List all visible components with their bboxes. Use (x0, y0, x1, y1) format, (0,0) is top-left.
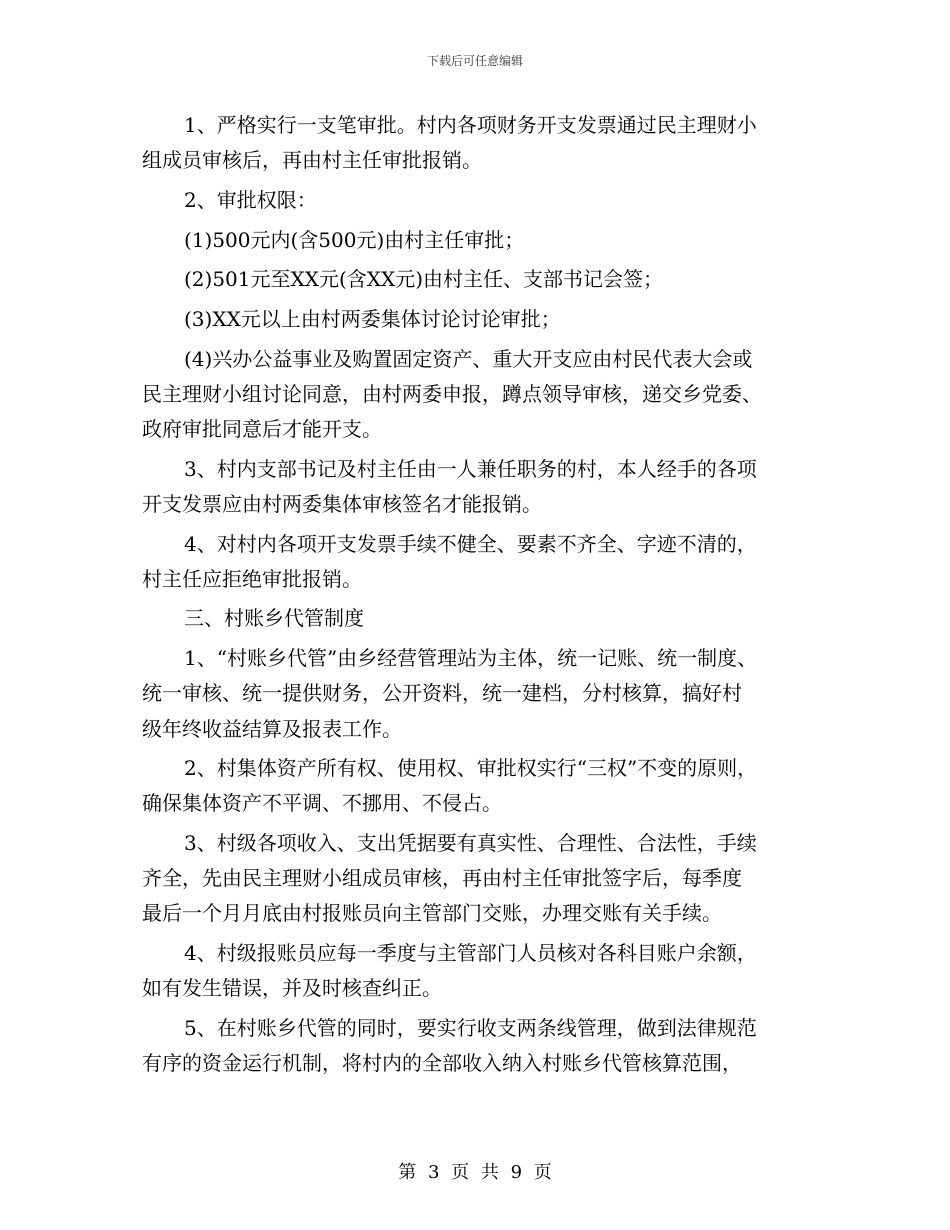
paragraph-line: 政府审批同意后才能开支。 (142, 417, 382, 441)
paragraph-line: 3、村级各项收入、支出凭据要有真实性、合理性、合法性，手续 (184, 831, 757, 856)
paragraph-line: 5、在村账乡代管的同时，要实行收支两条线管理，做到法律规范 (184, 1016, 757, 1040)
paragraph-line: 如有发生错误，并及时核查纠正。 (142, 976, 442, 1001)
paragraph-line: 最后一个月月底由村报账员向主管部门交账，办理交账有关手续。 (142, 901, 722, 926)
paragraph-line: 组成员审核后，再由村主任审批报销。 (142, 148, 482, 173)
paragraph-line: 开支发票应由村两委集体审核签名才能报销。 (142, 491, 542, 516)
page-header: 下载后可任意编辑 (426, 54, 523, 68)
paragraph-line: 3、村内支部书记及村主任由一人兼任职务的村，本人经手的各项 (184, 456, 757, 481)
paragraph-line: 2、审批权限： (184, 187, 317, 212)
paragraph-line: 2、村集体资产所有权、使用权、审批权实行“三权”不变的原则， (184, 756, 758, 781)
paragraph-line: 级年终收益结算及报表工作。 (142, 716, 402, 741)
page-footer: 第 3 页 共 9 页 (398, 1162, 552, 1183)
paragraph-line: 有序的资金运行机制，将村内的全部收入纳入村账乡代管核算范围， (142, 1051, 742, 1076)
paragraph-line: (3)XX元以上由村两委集体讨论讨论审批； (184, 306, 561, 331)
paragraph-line: 1、“村账乡代管”由乡经营管理站为主体，统一记账、统一制度、 (184, 646, 758, 671)
paragraph-line: 1、严格实行一支笔审批。村内各项财务开支发票通过民主理财小 (184, 113, 757, 137)
paragraph-line: 村主任应拒绝审批报销。 (142, 566, 362, 591)
paragraph-line: 齐全，先由民主理财小组成员审核，再由村主任审批签字后，每季度 (142, 866, 742, 891)
paragraph-line: (2)501元至XX元(含XX元)由村主任、支部书记会签； (184, 267, 664, 292)
paragraph-line: 4、村级报账员应每一季度与主管部门人员核对各科目账户余额， (184, 941, 757, 966)
document-body (142, 108, 822, 1081)
paragraph-line: 4、对村内各项开支发票手续不健全、要素不齐全、字迹不清的， (184, 531, 757, 556)
paragraph-line: 确保集体资产不平调、不挪用、不侵占。 (142, 791, 502, 816)
paragraph-line: 民主理财小组讨论同意，由村两委申报，蹲点领导审核，递交乡党委、 (142, 381, 762, 406)
paragraph-line: (4)兴办公益事业及购置固定资产、重大开支应由村民代表大会或 (184, 346, 753, 371)
paragraph-line: (1)500元内(含500元)由村主任审批； (184, 227, 525, 252)
section-heading: 三、村账乡代管制度 (184, 606, 364, 631)
paragraph-line: 统一审核、统一提供财务，公开资料，统一建档，分村核算，搞好村 (142, 681, 742, 706)
